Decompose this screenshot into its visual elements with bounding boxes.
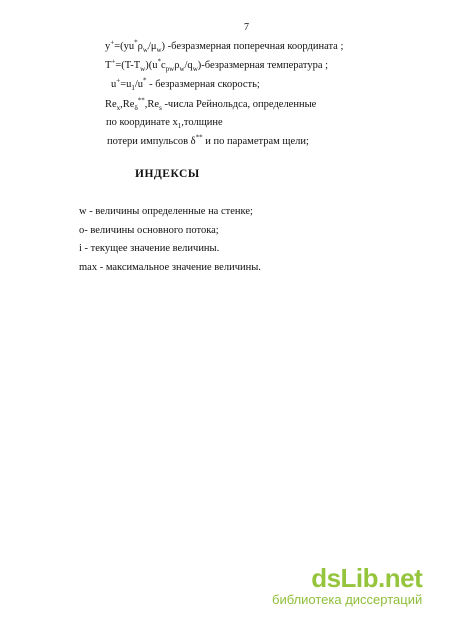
indices-heading: ИНДЕКСЫ [135,168,200,180]
watermark-logo: dsLib.net [311,563,423,593]
index-item-w: w - величины определенные на стенке; [79,206,253,217]
definition-reynolds-line-3: потери импульсов δ** и по параметрам щели; [107,133,309,147]
watermark [272,563,422,607]
index-item-o: o- величины основного потока; [79,225,219,236]
definition-reynolds-line-2: по координате $x_1,толщине$ [106,117,223,131]
definition-u-plus: $u^+=u_1/u^*$ - безразмерная скорость; [111,76,260,93]
watermark-subtitle: библиотека диссертаций [272,592,423,607]
definition-y-plus: $y^+=(yu^*\rho_w/\mu_w)$ -безразмерная поперечная координата ; [105,38,344,55]
page-number: 7 [244,22,249,33]
index-item-max: max - максимальное значение величины. [79,262,261,273]
definition-t-plus: $T^+=(T-T_w)(u^*c_{pw}\rho_w/q_w)$-безразмерная температура ; [105,57,329,74]
definition-reynolds-line-1: $Re_x,Re_\delta^{**},Re_s$ -числа Рейнольдса, определенные [105,96,317,113]
index-item-i: i - текущее значение величины. [79,243,220,254]
